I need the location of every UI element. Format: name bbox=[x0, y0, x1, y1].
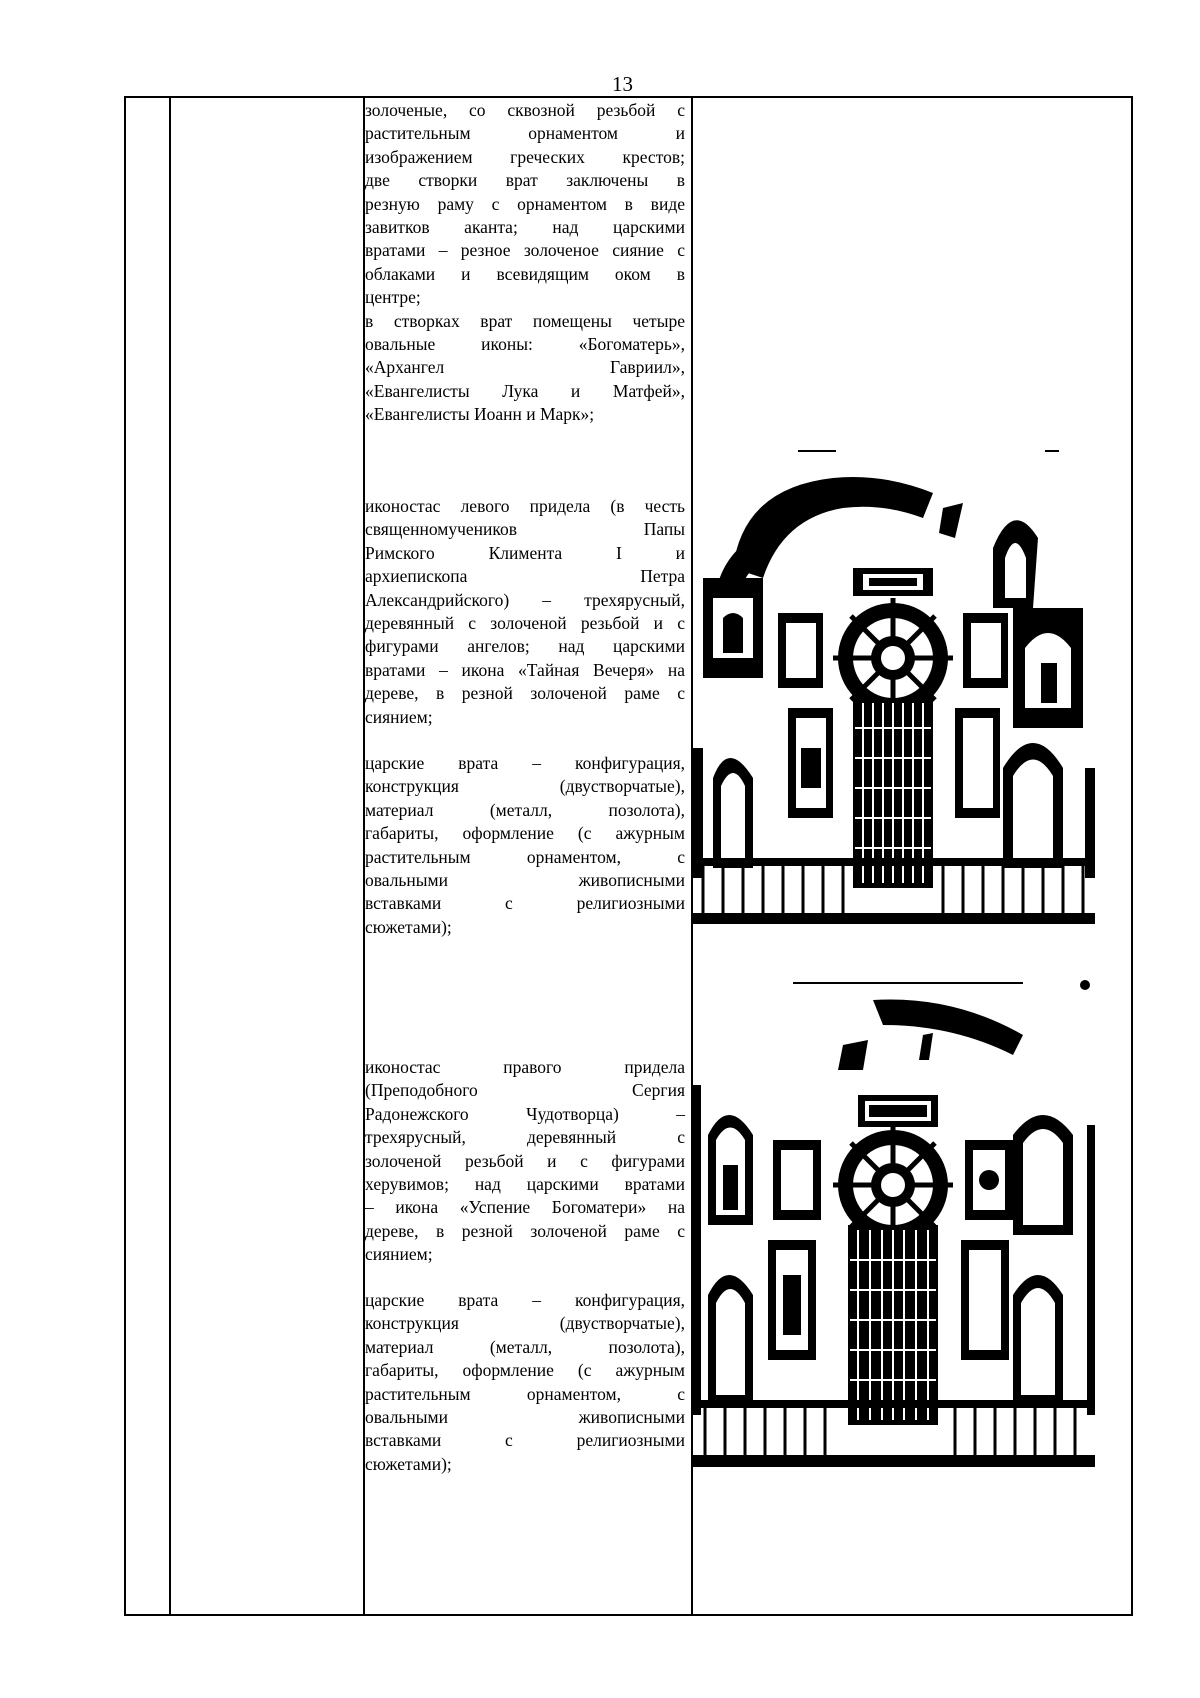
description-block-royal-doors bbox=[365, 99, 685, 427]
text-line: изображением греческих крестов; bbox=[365, 146, 685, 167]
text-line: Римского Климента I и bbox=[365, 542, 685, 563]
text-line: вставками с религиозными bbox=[365, 893, 685, 914]
text-line: «Евангелисты Лука и Матфей», bbox=[365, 380, 685, 401]
table-col-border-5 bbox=[1131, 96, 1133, 1616]
text-line: золоченой резьбой и с фигурами bbox=[365, 1150, 685, 1171]
text-line: дереве, в резной золоченой раме с bbox=[365, 683, 685, 704]
text-line: «Архангел Гавриил», bbox=[365, 357, 685, 378]
text-line: растительным орнаментом, с bbox=[365, 1383, 685, 1404]
text-line: священномучеников Папы bbox=[365, 519, 685, 540]
table-bottom-border bbox=[124, 1614, 1133, 1616]
text-line: материал (металл, позолота), bbox=[365, 1336, 685, 1357]
text-line: царские врата – конфигурация, bbox=[365, 753, 685, 773]
text-line: сиянием; bbox=[365, 706, 433, 727]
text-line: завитков аканта; над царскими bbox=[365, 217, 685, 238]
text-line: дереве, в резной золоченой раме с bbox=[365, 1220, 685, 1241]
table-top-border bbox=[124, 96, 1133, 98]
text-line: иконостас правого придела bbox=[365, 1057, 685, 1077]
text-line: растительным орнаментом и bbox=[365, 123, 685, 144]
text-line: царские врата – конфигурация, bbox=[365, 1290, 685, 1310]
table-col-border-1 bbox=[124, 96, 126, 1616]
text-line: овальные иконы: «Богоматерь», bbox=[365, 334, 685, 355]
text-line: деревянный с золоченой резьбой и с bbox=[365, 613, 685, 634]
text-line: трехярусный, деревянный с bbox=[365, 1127, 685, 1148]
text-line: габариты, оформление (с ажурным bbox=[365, 1360, 685, 1381]
description-block-left-iconostasis bbox=[365, 495, 685, 729]
text-line: резную раму с орнаментом в виде bbox=[365, 193, 685, 214]
text-line: «Евангелисты Иоанн и Марк»; bbox=[365, 404, 595, 425]
text-line: растительным орнаментом, с bbox=[365, 846, 685, 867]
text-line: херувимов; над царскими вратами bbox=[365, 1174, 685, 1195]
text-line: овальными живописными bbox=[365, 870, 685, 891]
page-number: 13 bbox=[612, 72, 633, 96]
text-line: – икона «Успение Богоматери» на bbox=[365, 1197, 685, 1218]
description-block-right-royal-doors bbox=[365, 1289, 685, 1476]
text-line: вратами – икона «Тайная Вечеря» на bbox=[365, 659, 685, 680]
text-line: вратами – резное золоченое сияние с bbox=[365, 240, 685, 261]
text-line: Радонежского Чудотворца) – bbox=[365, 1103, 685, 1124]
text-line: две створки врат заключены в bbox=[365, 170, 685, 191]
text-line: иконостас левого придела (в честь bbox=[365, 496, 685, 516]
text-line: овальными живописными bbox=[365, 1407, 685, 1428]
text-line: сюжетами); bbox=[365, 916, 452, 937]
text-line: сюжетами); bbox=[365, 1453, 452, 1474]
text-line: золоченые, со сквозной резьбой с bbox=[365, 100, 685, 120]
text-line: сиянием; bbox=[365, 1244, 433, 1265]
text-line: облаками и всевидящим оком в bbox=[365, 263, 685, 284]
text-line: фигурами ангелов; над царскими bbox=[365, 636, 685, 657]
description-block-left-royal-doors bbox=[365, 752, 685, 939]
text-line: центре; bbox=[365, 287, 421, 308]
right-iconostasis-photo bbox=[693, 975, 1095, 1467]
text-line: конструкция (двустворчатые), bbox=[365, 776, 685, 797]
text-line: материал (металл, позолота), bbox=[365, 799, 685, 820]
table-col-border-2 bbox=[169, 96, 171, 1616]
left-iconostasis-photo bbox=[693, 448, 1095, 924]
text-line: архиепископа Петра bbox=[365, 566, 685, 587]
text-line: конструкция (двустворчатые), bbox=[365, 1313, 685, 1334]
text-line: габариты, оформление (с ажурным bbox=[365, 823, 685, 844]
text-line: Александрийского) – трехярусный, bbox=[365, 589, 685, 610]
text-line: вставками с религиозными bbox=[365, 1430, 685, 1451]
text-line: (Преподобного Сергия bbox=[365, 1080, 685, 1101]
description-block-right-iconostasis bbox=[365, 1056, 685, 1267]
text-line: в створках врат помещены четыре bbox=[365, 310, 685, 331]
